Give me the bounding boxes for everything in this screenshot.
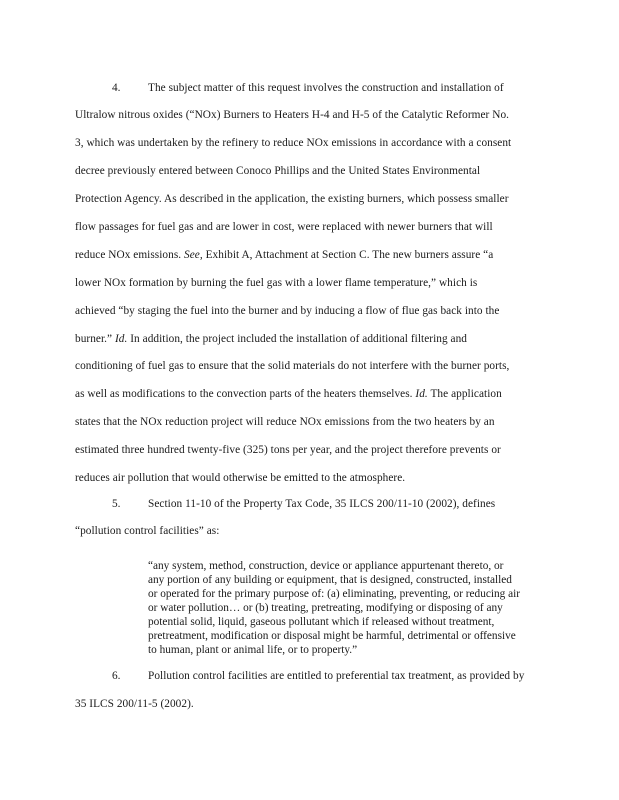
paragraph-line: as well as modifications to the convection parts of the heaters themselves. Id. The application xyxy=(75,388,502,400)
paragraph-line: “pollution control facilities” as: xyxy=(75,525,220,537)
paragraph-line: The subject matter of this request involves the construction and installation of xyxy=(148,82,504,94)
quote-line: potential solid, liquid, gaseous pollutant which if released without treatment, xyxy=(148,616,495,628)
quote-line: pretreatment, modification or disposal might be harmful, detrimental or offensive xyxy=(148,630,516,642)
quote-line: any portion of any building or equipment, that is designed, constructed, installed xyxy=(148,574,512,586)
paragraph-line: conditioning of fuel gas to ensure that the solid materials do not interfere with the burner ports, xyxy=(75,360,510,372)
paragraph-line: burner.” Id. In addition, the project included the installation of additional filtering and xyxy=(75,333,468,345)
quote-line: or water pollution… or (b) treating, pretreating, modifying or disposing of any xyxy=(148,602,503,614)
paragraph-line: decree previously entered between Conoco Phillips and the United States Environmental xyxy=(75,165,481,177)
paragraph-line: Section 11-10 of the Property Tax Code, 35 ILCS 200/11-10 (2002), defines xyxy=(148,498,496,510)
paragraph-number: 6. xyxy=(112,670,121,682)
paragraph-line: Protection Agency. As described in the application, the existing burners, which possess smaller xyxy=(75,193,509,205)
paragraph-line: reduces air pollution that would otherwise be emitted to the atmosphere. xyxy=(75,472,406,484)
paragraph-line: estimated three hundred twenty-five (325) tons per year, and the project therefore prevents or xyxy=(75,444,501,456)
paragraph-line: achieved “by staging the fuel into the burner and by inducing a flow of flue gas back into the xyxy=(75,305,500,317)
paragraph-line: reduce NOx emissions. See, Exhibit A, Attachment at Section C. The new burners assure “a xyxy=(75,249,494,261)
paragraph-line: states that the NOx reduction project will reduce NOx emissions from the two heaters by an xyxy=(75,416,495,428)
quote-line: to human, plant or animal life, or to property.” xyxy=(148,644,358,656)
paragraph-number: 4. xyxy=(112,82,121,94)
paragraph-number: 5. xyxy=(112,498,121,510)
paragraph-line: flow passages for fuel gas and are lower in cost, were replaced with newer burners that will xyxy=(75,221,493,233)
paragraph-line: 35 ILCS 200/11-5 (2002). xyxy=(75,698,194,710)
quote-line: or operated for the primary purpose of: (a) eliminating, preventing, or reducing air xyxy=(148,588,521,600)
paragraph-line: lower NOx formation by burning the fuel gas with a lower flame temperature,” which is xyxy=(75,277,478,289)
paragraph-line: 3, which was undertaken by the refinery to reduce NOx emissions in accordance with a consent xyxy=(75,137,512,149)
quote-line: “any system, method, construction, device or appliance appurtenant thereto, or xyxy=(148,560,504,572)
paragraph-line: Ultralow nitrous oxides (“NOx) Burners to Heaters H-4 and H-5 of the Catalytic Reformer No. xyxy=(75,109,510,121)
paragraph-line: Pollution control facilities are entitled to preferential tax treatment, as provided by xyxy=(148,670,525,682)
